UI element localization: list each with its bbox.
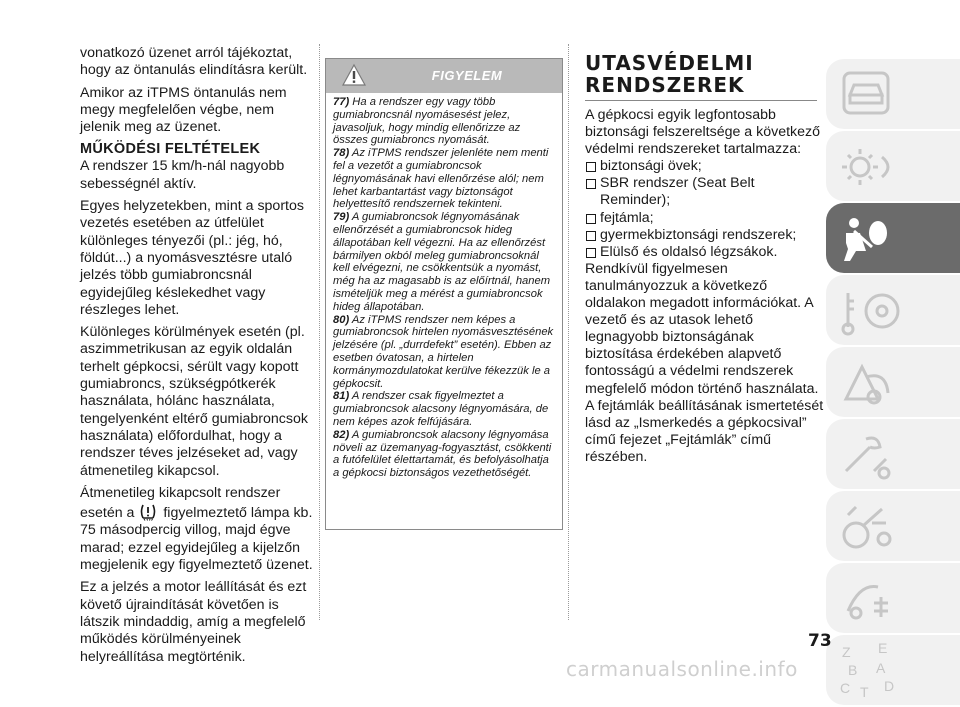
tab-warning-road[interactable] bbox=[826, 347, 960, 417]
paragraph-with-icon bbox=[80, 485, 318, 574]
paragraph: Rendkívül figyelmesen tanulmányozzuk a következő oldalakon megadott információkat. A vezető és az utasok lehető legnagyobb biztonságának biztosítása érdekében alapvető fontosságú a védelmi rendszerek megfelelő módon történő használata. bbox=[585, 260, 819, 397]
list-item bbox=[585, 158, 825, 175]
list-item-text: SBR rendszer (Seat Belt Reminder); bbox=[600, 175, 755, 209]
bullet-square-icon bbox=[586, 214, 596, 224]
warning-item bbox=[333, 429, 556, 480]
list-item-text: Elülső és oldalsó légzsákok. bbox=[600, 243, 778, 260]
warning-item-number: 81) bbox=[333, 390, 350, 403]
warning-header bbox=[326, 59, 562, 93]
paragraph: Egyes helyzetekben, mint a sportos vezetés esetében az útfelület különleges tényezői (pl.: jég, hó, földút...) a nyomásvesztésre utaló jelzés több gumiabroncsnál egyidejűleg késlekedhet vagy részleges lehet. bbox=[80, 198, 304, 318]
bullet-square-icon bbox=[586, 162, 596, 172]
section-heading: MŰKÖDÉSI FELTÉTELEK bbox=[80, 141, 261, 158]
multimedia-icon bbox=[826, 563, 960, 633]
key-steering-wheel-icon bbox=[826, 275, 960, 345]
warning-item bbox=[333, 147, 556, 211]
warning-item-text: A gumiabroncsok légnyomásának ellenőrzését a gumiabroncsok hideg állapotában kell végezni. Ha az ellenőrzést bármilyen okból meleg gumiabroncsoknál kell elvégezni, ne csökkentsük a nyomást, még ha az magasabb is az előírtnál, hanem ismételjük meg a mérést a gumiabroncsok hideg állapotában. bbox=[333, 211, 551, 313]
warning-road-icon bbox=[826, 347, 960, 417]
technical-data-icon bbox=[826, 491, 960, 561]
list-item bbox=[585, 210, 825, 227]
paragraph: vonatkozó üzenet arról tájékoztat, hogy az öntanulás elindításra került. bbox=[80, 45, 308, 79]
tab-car-dashboard[interactable] bbox=[826, 59, 960, 129]
tab-airbag-passenger[interactable] bbox=[826, 203, 960, 273]
list-item bbox=[585, 175, 825, 209]
warning-body bbox=[326, 93, 562, 480]
warning-item-text: Az iTPMS rendszer nem képes a gumiabroncsok hirtelen nyomásvesztésének jelzésére (pl. „durrdefekt” esetén). Ebben az esetben óvatosan, a hirtelen kormánymozdulatokat kerülve fékezzük le a gépkocsit. bbox=[333, 313, 554, 390]
page-number: 73 bbox=[808, 631, 832, 651]
service-wrench-icon bbox=[826, 419, 960, 489]
paragraph: A gépkocsi egyik legfontosabb biztonsági felszereltsége a következő védelmi rendszereket tartalmazza: bbox=[585, 107, 821, 158]
list-item-text: biztonsági övek; bbox=[600, 158, 702, 175]
warning-item-number: 77) bbox=[333, 96, 350, 108]
warning-item-number: 79) bbox=[333, 211, 350, 224]
index-letter: C bbox=[840, 680, 851, 696]
warning-item bbox=[333, 314, 556, 391]
column-divider bbox=[568, 44, 569, 620]
left-column bbox=[80, 45, 318, 671]
tab-key-steering[interactable] bbox=[826, 275, 960, 345]
list-item bbox=[585, 227, 825, 244]
watermark: carmanualsonline.info bbox=[566, 657, 798, 681]
warning-box bbox=[325, 58, 563, 530]
title-rule bbox=[585, 100, 817, 101]
protection-systems-list bbox=[585, 158, 825, 261]
index-letter: E bbox=[878, 640, 888, 656]
index-letter: B bbox=[848, 662, 858, 678]
tab-multimedia[interactable] bbox=[826, 563, 960, 633]
warning-item-text: A gumiabroncsok alacsony légnyomása növeli az üzemanyag-fogyasztást, csökkenti a futófelület élettartamát, és befolyásolhatja a gépkocsi biztonságos vezethetőségét. bbox=[333, 428, 552, 480]
chapter-tabs bbox=[826, 59, 960, 707]
bullet-square-icon bbox=[586, 231, 596, 241]
warning-item-number: 80) bbox=[333, 313, 350, 326]
list-item bbox=[585, 244, 825, 261]
warning-item-text: A rendszer csak figyelmeztet a gumiabroncsok alacsony légnyomására, de nem képes azok felfújására. bbox=[333, 390, 549, 428]
warning-item-text: Ha a rendszer egy vagy több gumiabroncsnál nyomásesést jelez, javasoljuk, hogy mindig ellenőrizze az összes gumiabroncs nyomását. bbox=[333, 96, 521, 147]
paragraph: A fejtámlák beállításának ismertetését lásd az „Ismerkedés a gépkocsival” című fejezet „Fejtámlák” című részében. bbox=[585, 397, 824, 465]
tab-service-wrench[interactable] bbox=[826, 419, 960, 489]
paragraph: Amikor az iTPMS öntanulás nem megy megfelelően végbe, nem jelenik meg az üzenet. bbox=[80, 84, 287, 136]
paragraph: Ez a jelzés a motor leállítását és ezt követő újraindítását követően is látszik mindaddig, amíg a megfelelő működés körülményeinek helyreállítása megtörténik. bbox=[80, 579, 307, 665]
column-divider bbox=[319, 44, 320, 620]
warning-item-number: 78) bbox=[333, 147, 350, 160]
list-item-text: fejtámla; bbox=[600, 209, 654, 226]
warning-item bbox=[333, 390, 556, 428]
paragraph-text: Átmenetileg kikapcsolt rendszer esetén a bbox=[80, 484, 281, 522]
bullet-square-icon bbox=[586, 179, 596, 189]
warning-triangle-icon bbox=[342, 63, 366, 87]
warning-title: FIGYELEM bbox=[431, 68, 503, 83]
tab-technical-data[interactable] bbox=[826, 491, 960, 561]
chapter-title-line: RENDSZEREK bbox=[585, 73, 745, 97]
warning-item bbox=[333, 96, 556, 147]
paragraph-text: figyelmeztető lámpa kb. 75 másodpercig villog, majd égve marad; ezzel egyidejűleg a kijelzőn megjelenik egy figyelmeztető üzenet. bbox=[80, 505, 313, 574]
index-letter: Z bbox=[842, 644, 851, 660]
warning-item-text: Az iTPMS rendszer jelenléte nem menti fel a vezetőt a gumiabroncsok légnyomásának havi ellenőrzése alól; nem lehet karbantartást vagy biztonságot helyettesítő rendszernek tekinteni. bbox=[333, 147, 549, 211]
warning-item bbox=[333, 211, 556, 313]
paragraph: A rendszer 15 km/h-nál nagyobb sebességnél aktív. bbox=[80, 158, 285, 192]
sun-lights-icon bbox=[826, 131, 960, 201]
tab-alphabetical-index[interactable] bbox=[826, 635, 960, 705]
index-letter: A bbox=[876, 660, 886, 676]
chapter-title bbox=[585, 52, 825, 96]
car-dashboard-icon bbox=[826, 59, 960, 129]
chapter-title-line: UTASVÉDELMI bbox=[585, 51, 754, 75]
index-letter: D bbox=[884, 678, 895, 694]
tab-sun-lights[interactable] bbox=[826, 131, 960, 201]
airbag-passenger-icon bbox=[826, 203, 960, 273]
right-column bbox=[585, 52, 825, 466]
bullet-square-icon bbox=[586, 248, 596, 258]
paragraph: Különleges körülmények esetén (pl. aszimmetrikusan az egyik oldalán terhelt gépkocsi, sérült vagy kopott gumiabroncs, szükségpótkerék használata, hólánc használata, tengelyenként eltérő gumiabroncsok használata) előfordulhat, hogy a rendszer téves jelzéseket ad, vagy átmenetileg kikapcsol. bbox=[80, 324, 308, 479]
warning-item-number: 82) bbox=[333, 428, 350, 441]
tire-pressure-warning-icon bbox=[139, 502, 157, 521]
alphabetical-index-icon bbox=[826, 635, 960, 705]
index-letter: T bbox=[860, 684, 869, 700]
list-item-text: gyermekbiztonsági rendszerek; bbox=[600, 226, 797, 243]
